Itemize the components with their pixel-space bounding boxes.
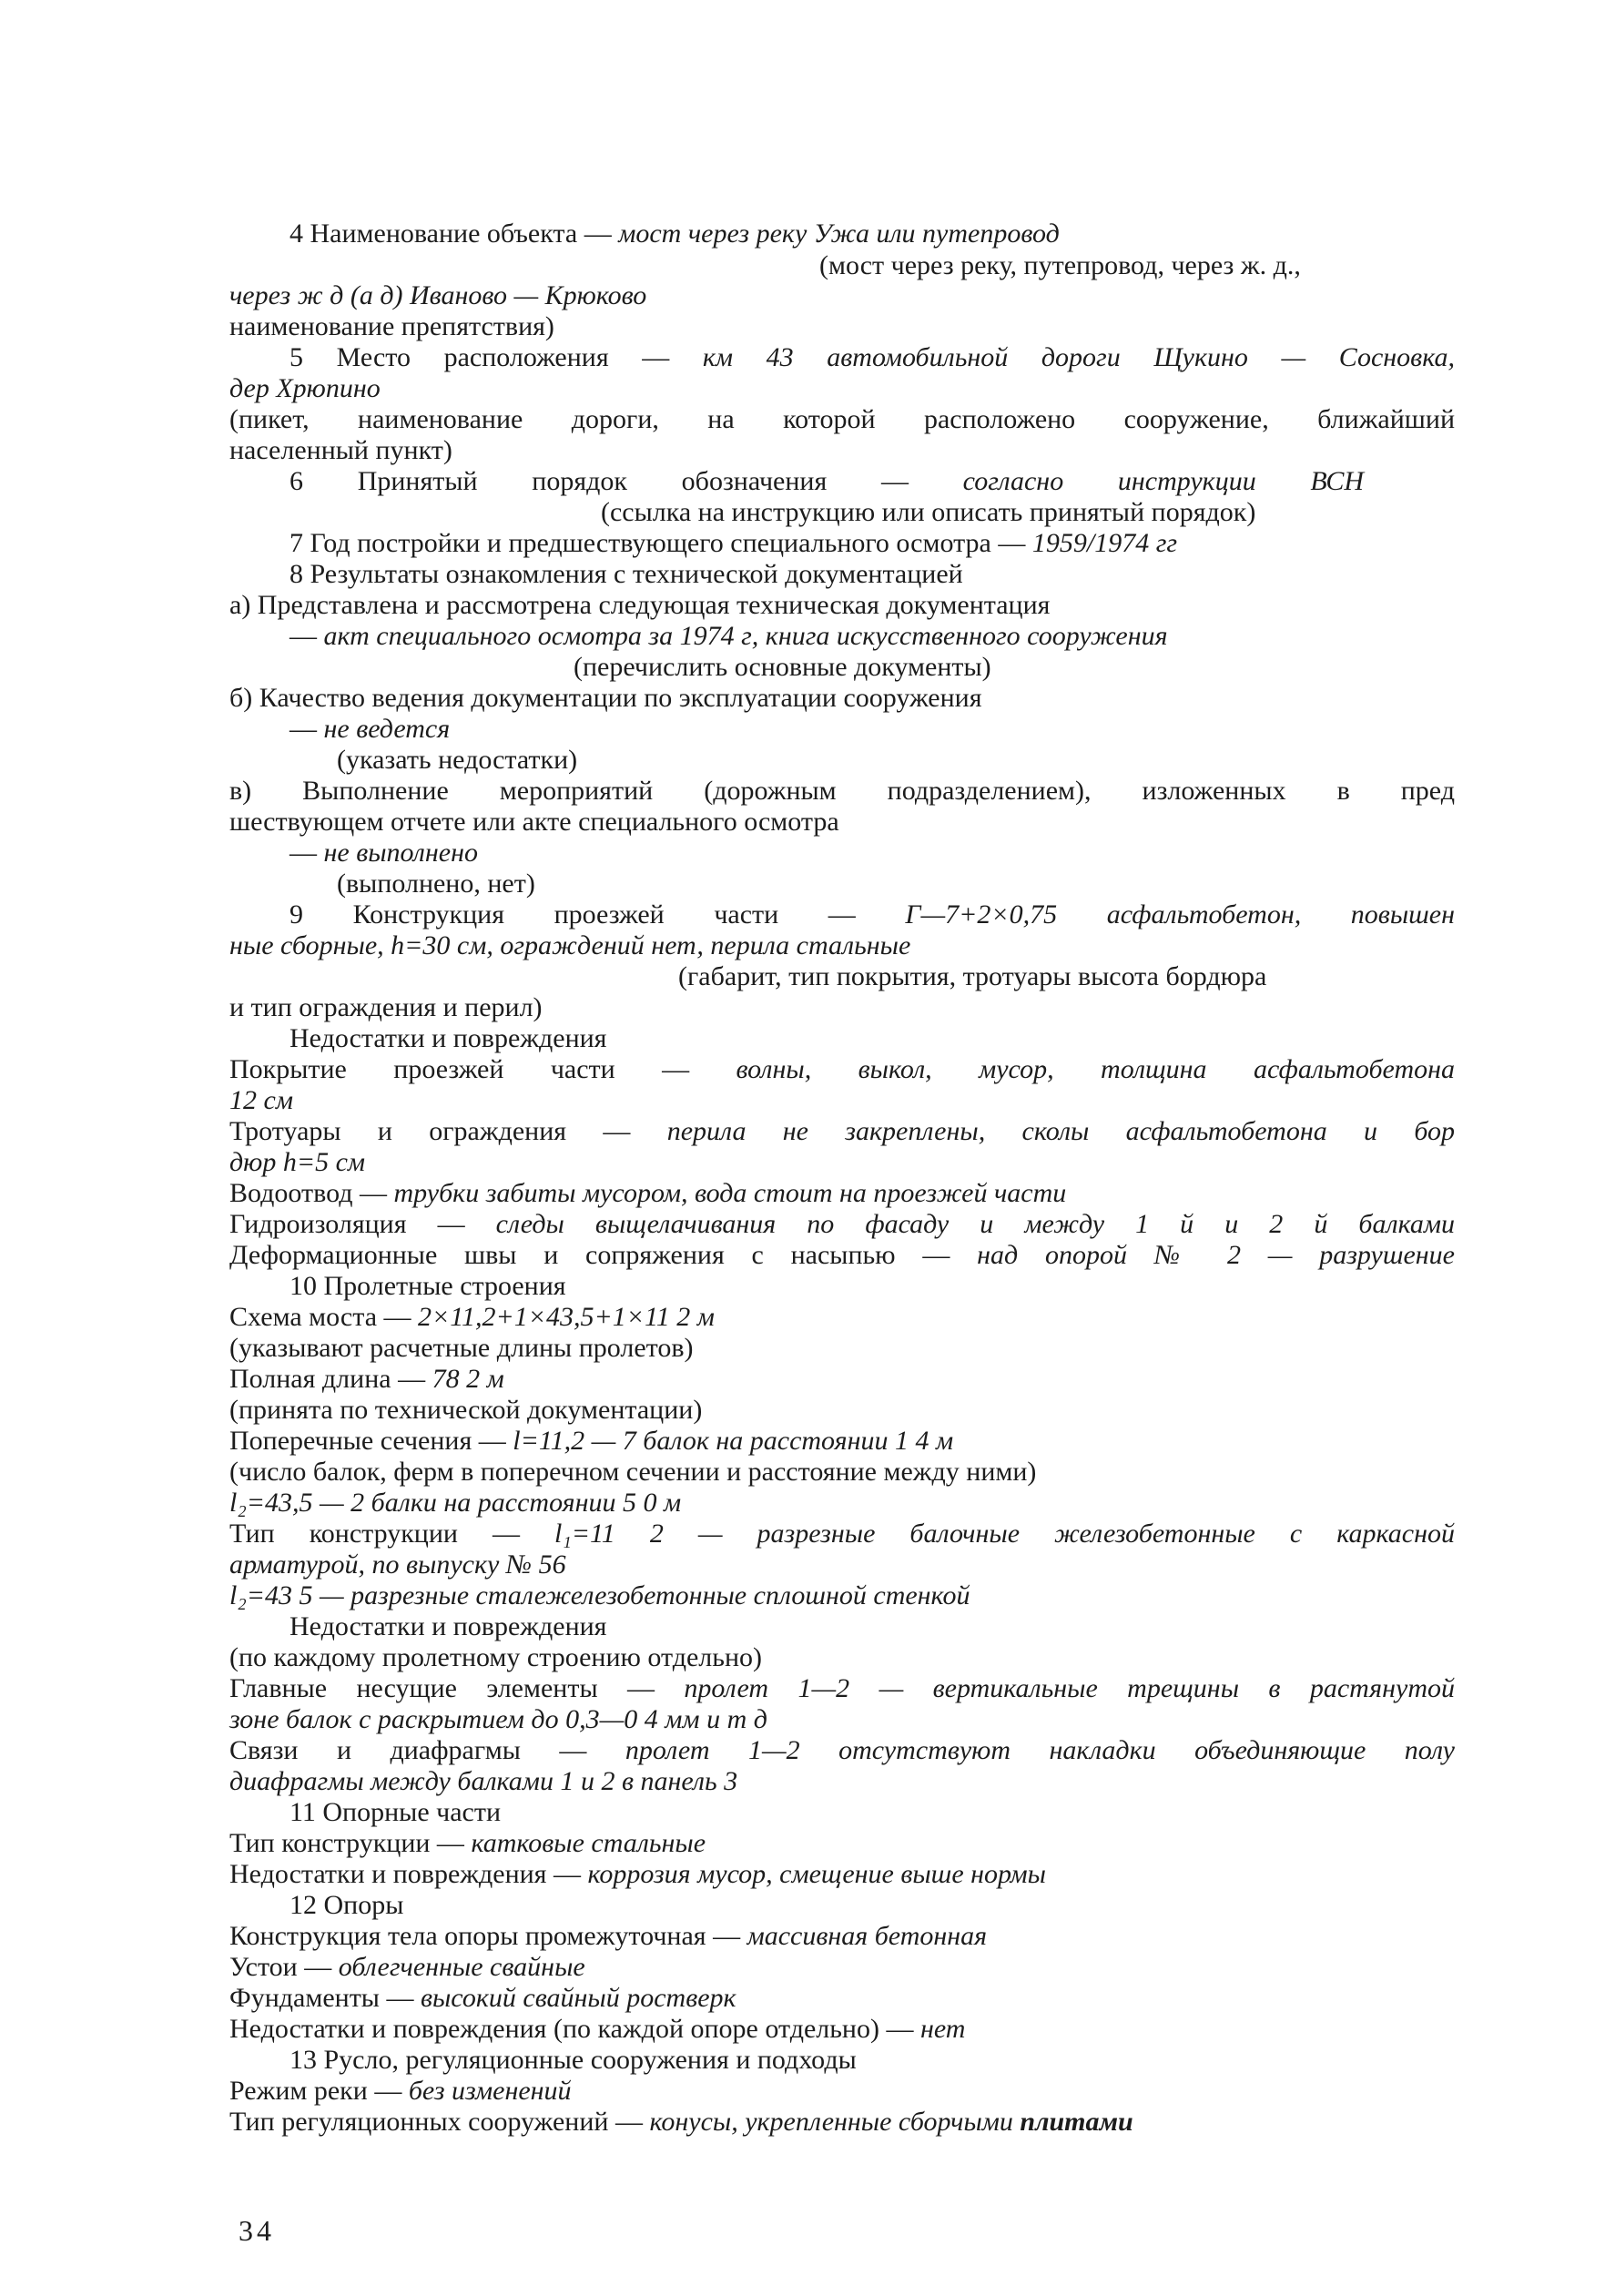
text-segment: (принята по технической документации) — [229, 1395, 703, 1425]
italic-text: диафрагмы между балками 1 и 2 в панель 3 — [229, 1766, 738, 1796]
text-line — [289, 559, 1200, 590]
text-line — [289, 466, 1364, 497]
text-segment: (ссылка на инструкцию или описать принятый порядок) — [601, 497, 1256, 527]
text-segment: 8 Результаты ознакомления с технической документацией — [289, 559, 963, 589]
text-segment: 10 Пролетные строения — [289, 1271, 566, 1301]
text-segment: Недостатки и повреждения — — [229, 1859, 588, 1889]
text-line — [229, 1147, 503, 1178]
text-segment: (по каждому пролетному строению отдельно) — [229, 1642, 762, 1672]
italic-text: мост через реку Ужа или путепровод — [618, 218, 1060, 249]
text-segment: — — [289, 714, 324, 744]
text-line — [229, 1766, 1049, 1797]
italic-text: нет — [919, 2014, 966, 2044]
text-segment: 11 Опорные части — [289, 1797, 502, 1827]
text-segment: Связи и диафрагмы — — [229, 1735, 625, 1765]
text-segment: Устои — — [229, 1952, 339, 1982]
text-line — [229, 1178, 1322, 1209]
text-segment: Недостатки и повреждения — [289, 1023, 607, 1053]
text-line — [289, 714, 654, 745]
text-line — [229, 1549, 867, 1580]
italic-text: над опорой № 2 — разрушение — [977, 1240, 1455, 1270]
text-segment: в) Выполнение мероприятий (дорожным подразделением), изложенных в пред — [229, 776, 1455, 806]
text-segment: Конструкция тела опоры промежуточная — — [229, 1921, 747, 1951]
italic-text: зоне балок с раскрытием до 0,3—0 4 мм и т д — [229, 1704, 767, 1734]
text-line — [229, 992, 776, 1023]
italic-text: l₂=43,5 — 2 балки на расстоянии 5 0 м — [229, 1488, 682, 1518]
italic-text: не ведется — [323, 714, 451, 744]
text-line — [229, 1302, 1049, 1333]
text-segment: Покрытие проезжей части — — [229, 1054, 736, 1084]
text-segment: Фундаменты — — [229, 1983, 421, 2013]
italic-text: l₁=11 2 — разрезные балочные железобетонные с каркасной — [554, 1519, 1455, 1549]
text-line — [229, 280, 812, 311]
text-segment: 9 Конструкция проезжей части — — [289, 899, 906, 930]
text-segment: 6 Принятый порядок обозначения — — [289, 466, 963, 496]
text-line — [819, 250, 1457, 281]
text-line — [289, 1271, 836, 1302]
italic-text: массивная бетонная — [747, 1921, 988, 1951]
text-line — [229, 435, 539, 466]
text-line — [229, 683, 1231, 714]
text-line — [229, 1859, 1322, 1890]
text-line — [229, 1642, 1049, 1673]
text-line — [289, 342, 1455, 373]
text-segment: (габарит, тип покрытия, тротуары высота бордюра — [678, 961, 1267, 991]
italic-text: дюр h=5 см — [229, 1147, 366, 1177]
text-line — [229, 1457, 1413, 1488]
text-line — [229, 1085, 411, 1116]
text-segment: Тип конструкции — — [229, 1828, 472, 1858]
text-line — [289, 528, 1457, 559]
text-line — [337, 745, 701, 776]
italic-text: l₂=43 5 — разрезные сталежелезобетонные сплошной стенкой — [229, 1580, 970, 1610]
text-segment: 5 Место расположения — — [289, 342, 703, 372]
text-segment: населенный пункт) — [229, 435, 452, 465]
text-line — [289, 899, 1455, 930]
text-line — [229, 2014, 1231, 2045]
italic-text: 2×11,2+1×43,5+1×11 2 м — [418, 1302, 715, 1332]
italic-text: плитами — [1020, 2107, 1133, 2137]
italic-text: не выполнено — [323, 838, 478, 868]
text-segment: (выполнено, нет) — [337, 869, 535, 899]
text-segment: б) Качество ведения документации по эксплуатации сооружения — [229, 683, 982, 713]
text-line — [229, 1580, 1231, 1611]
text-segment: (указывают расчетные длины пролетов) — [229, 1333, 694, 1363]
italic-text: перила не закреплены, сколы асфальтобетона и бор — [666, 1116, 1456, 1146]
text-line — [289, 1023, 836, 1054]
text-segment: Недостатки и повреждения (по каждой опоре отдельно) — — [229, 2014, 920, 2044]
text-line — [229, 1519, 1455, 1549]
text-segment: Режим реки — — [229, 2076, 409, 2106]
italic-text: пролет 1—2 — вертикальные трещины в растянутой — [684, 1673, 1455, 1703]
text-line — [229, 1333, 958, 1364]
page-number: 34 — [239, 2214, 275, 2247]
text-line — [229, 1735, 1455, 1766]
text-line — [229, 1116, 1455, 1147]
text-line — [229, 1952, 958, 1983]
italic-text: км 43 автомобильной дороги Щукино — Сосновка, — [702, 342, 1455, 372]
italic-text: дер Хрюпино — [229, 373, 381, 403]
text-line — [229, 311, 721, 342]
text-segment: — — [289, 838, 324, 868]
italic-text: коррозия мусор, смещение выше нормы — [587, 1859, 1046, 1889]
italic-text: облегченные свайные — [338, 1952, 585, 1982]
text-line — [229, 1426, 1140, 1457]
text-line — [229, 1673, 1455, 1704]
text-segment: а) Представлена и рассмотрена следующая техническая документация — [229, 590, 1051, 620]
italic-text: конусы, укрепленные сборчыми — [649, 2107, 1021, 2137]
italic-text: следы выщелачивания по фасаду и между 1 й и 2 й балками — [495, 1209, 1456, 1239]
text-segment: Тротуары и ограждения — — [229, 1116, 667, 1146]
text-segment: 4 Наименование объекта — — [289, 218, 619, 249]
text-segment: Недостатки и повреждения — [289, 1611, 607, 1641]
italic-text: трубки забиты мусором, вода стоит на проезжей части — [393, 1178, 1067, 1208]
text-line — [229, 1983, 1049, 2014]
italic-text: высокий свайный ростверк — [420, 1983, 736, 2013]
text-line — [229, 404, 1455, 435]
italic-text: через ж д (а д) Иваново — Крюково — [229, 280, 647, 310]
italic-text: акт специального осмотра за 1974 г, книга искусственного сооружения — [323, 621, 1168, 651]
text-line — [229, 1240, 1455, 1271]
italic-text: пролет 1—2 отсутствуют накладки объединяющие полу — [625, 1735, 1455, 1765]
text-segment: (мост через реку, путепровод, через ж. д., — [819, 250, 1301, 280]
italic-text: без изменений — [408, 2076, 572, 2106]
text-line — [229, 590, 1322, 621]
text-line — [289, 1890, 563, 1921]
italic-text: 12 см — [229, 1085, 293, 1115]
text-segment: Главные несущие элементы — — [229, 1673, 685, 1703]
text-segment: (перечислить основные документы) — [574, 652, 991, 682]
text-line — [229, 776, 1455, 807]
text-line — [229, 1054, 1455, 1085]
italic-text: 1959/1974 гг — [1031, 528, 1178, 558]
text-segment: наименование препятствия) — [229, 311, 554, 341]
italic-text: катковые стальные — [471, 1828, 706, 1858]
italic-text: согласно инструкции ВСН — [962, 466, 1364, 496]
text-segment: 13 Русло, регуляционные сооружения и подходы — [289, 2045, 857, 2075]
text-line — [229, 2107, 1413, 2138]
text-segment: (указать недостатки) — [337, 745, 578, 775]
text-line — [289, 2045, 1200, 2076]
text-line — [229, 1209, 1455, 1240]
text-segment: Полная длина — — [229, 1364, 432, 1394]
text-line — [574, 652, 1211, 683]
text-line — [229, 373, 503, 404]
italic-text: арматурой, по выпуску № 56 — [229, 1549, 566, 1580]
text-line — [229, 807, 1140, 838]
text-line — [229, 1488, 1049, 1519]
text-line — [229, 1828, 1049, 1859]
text-segment: шествующем отчете или акте специального осмотра — [229, 807, 839, 837]
text-line — [289, 1797, 745, 1828]
text-line — [601, 497, 1457, 528]
text-segment: Тип конструкции — — [229, 1519, 555, 1549]
text-segment: Гидроизоляция — — [229, 1209, 496, 1239]
text-line — [229, 1395, 958, 1426]
italic-text: Г—7+2×0,75 асфальтобетон, повышен — [905, 899, 1455, 930]
text-segment: 7 Год постройки и предшествующего специального осмотра — — [289, 528, 1032, 558]
italic-text: волны, выкол, мусор, толщина асфальтобетона — [736, 1054, 1455, 1084]
text-line — [678, 961, 1457, 992]
text-line — [229, 2076, 958, 2107]
text-segment: 12 Опоры — [289, 1890, 404, 1920]
text-line — [289, 218, 1291, 249]
text-line — [289, 1611, 836, 1642]
italic-text: l=11,2 — 7 балок на расстоянии 1 4 м — [513, 1426, 954, 1456]
text-line — [229, 1921, 1322, 1952]
text-segment: (пикет, наименование дороги, на которой расположено сооружение, ближайший — [229, 404, 1455, 434]
text-line — [229, 1704, 1049, 1735]
text-line — [337, 869, 701, 899]
text-line — [229, 1364, 685, 1395]
text-segment: Схема моста — — [229, 1302, 419, 1332]
text-segment: — — [289, 621, 324, 651]
text-line — [289, 621, 1457, 652]
text-segment: и тип ограждения и перил) — [229, 992, 543, 1022]
text-segment: Деформационные швы и сопряжения с насыпью — — [229, 1240, 978, 1270]
text-segment: (число балок, ферм в поперечном сечении и расстояние между ними) — [229, 1457, 1037, 1487]
text-line — [229, 930, 1140, 961]
italic-text: ные сборные, h=30 см, ограждений нет, перила стальные — [229, 930, 911, 960]
text-line — [289, 838, 654, 869]
text-segment: Поперечные сечения — — [229, 1426, 513, 1456]
italic-text: 78 2 м — [432, 1364, 504, 1394]
text-segment: Тип регуляционных сооружений — — [229, 2107, 650, 2137]
text-segment: Водоотвод — — [229, 1178, 394, 1208]
